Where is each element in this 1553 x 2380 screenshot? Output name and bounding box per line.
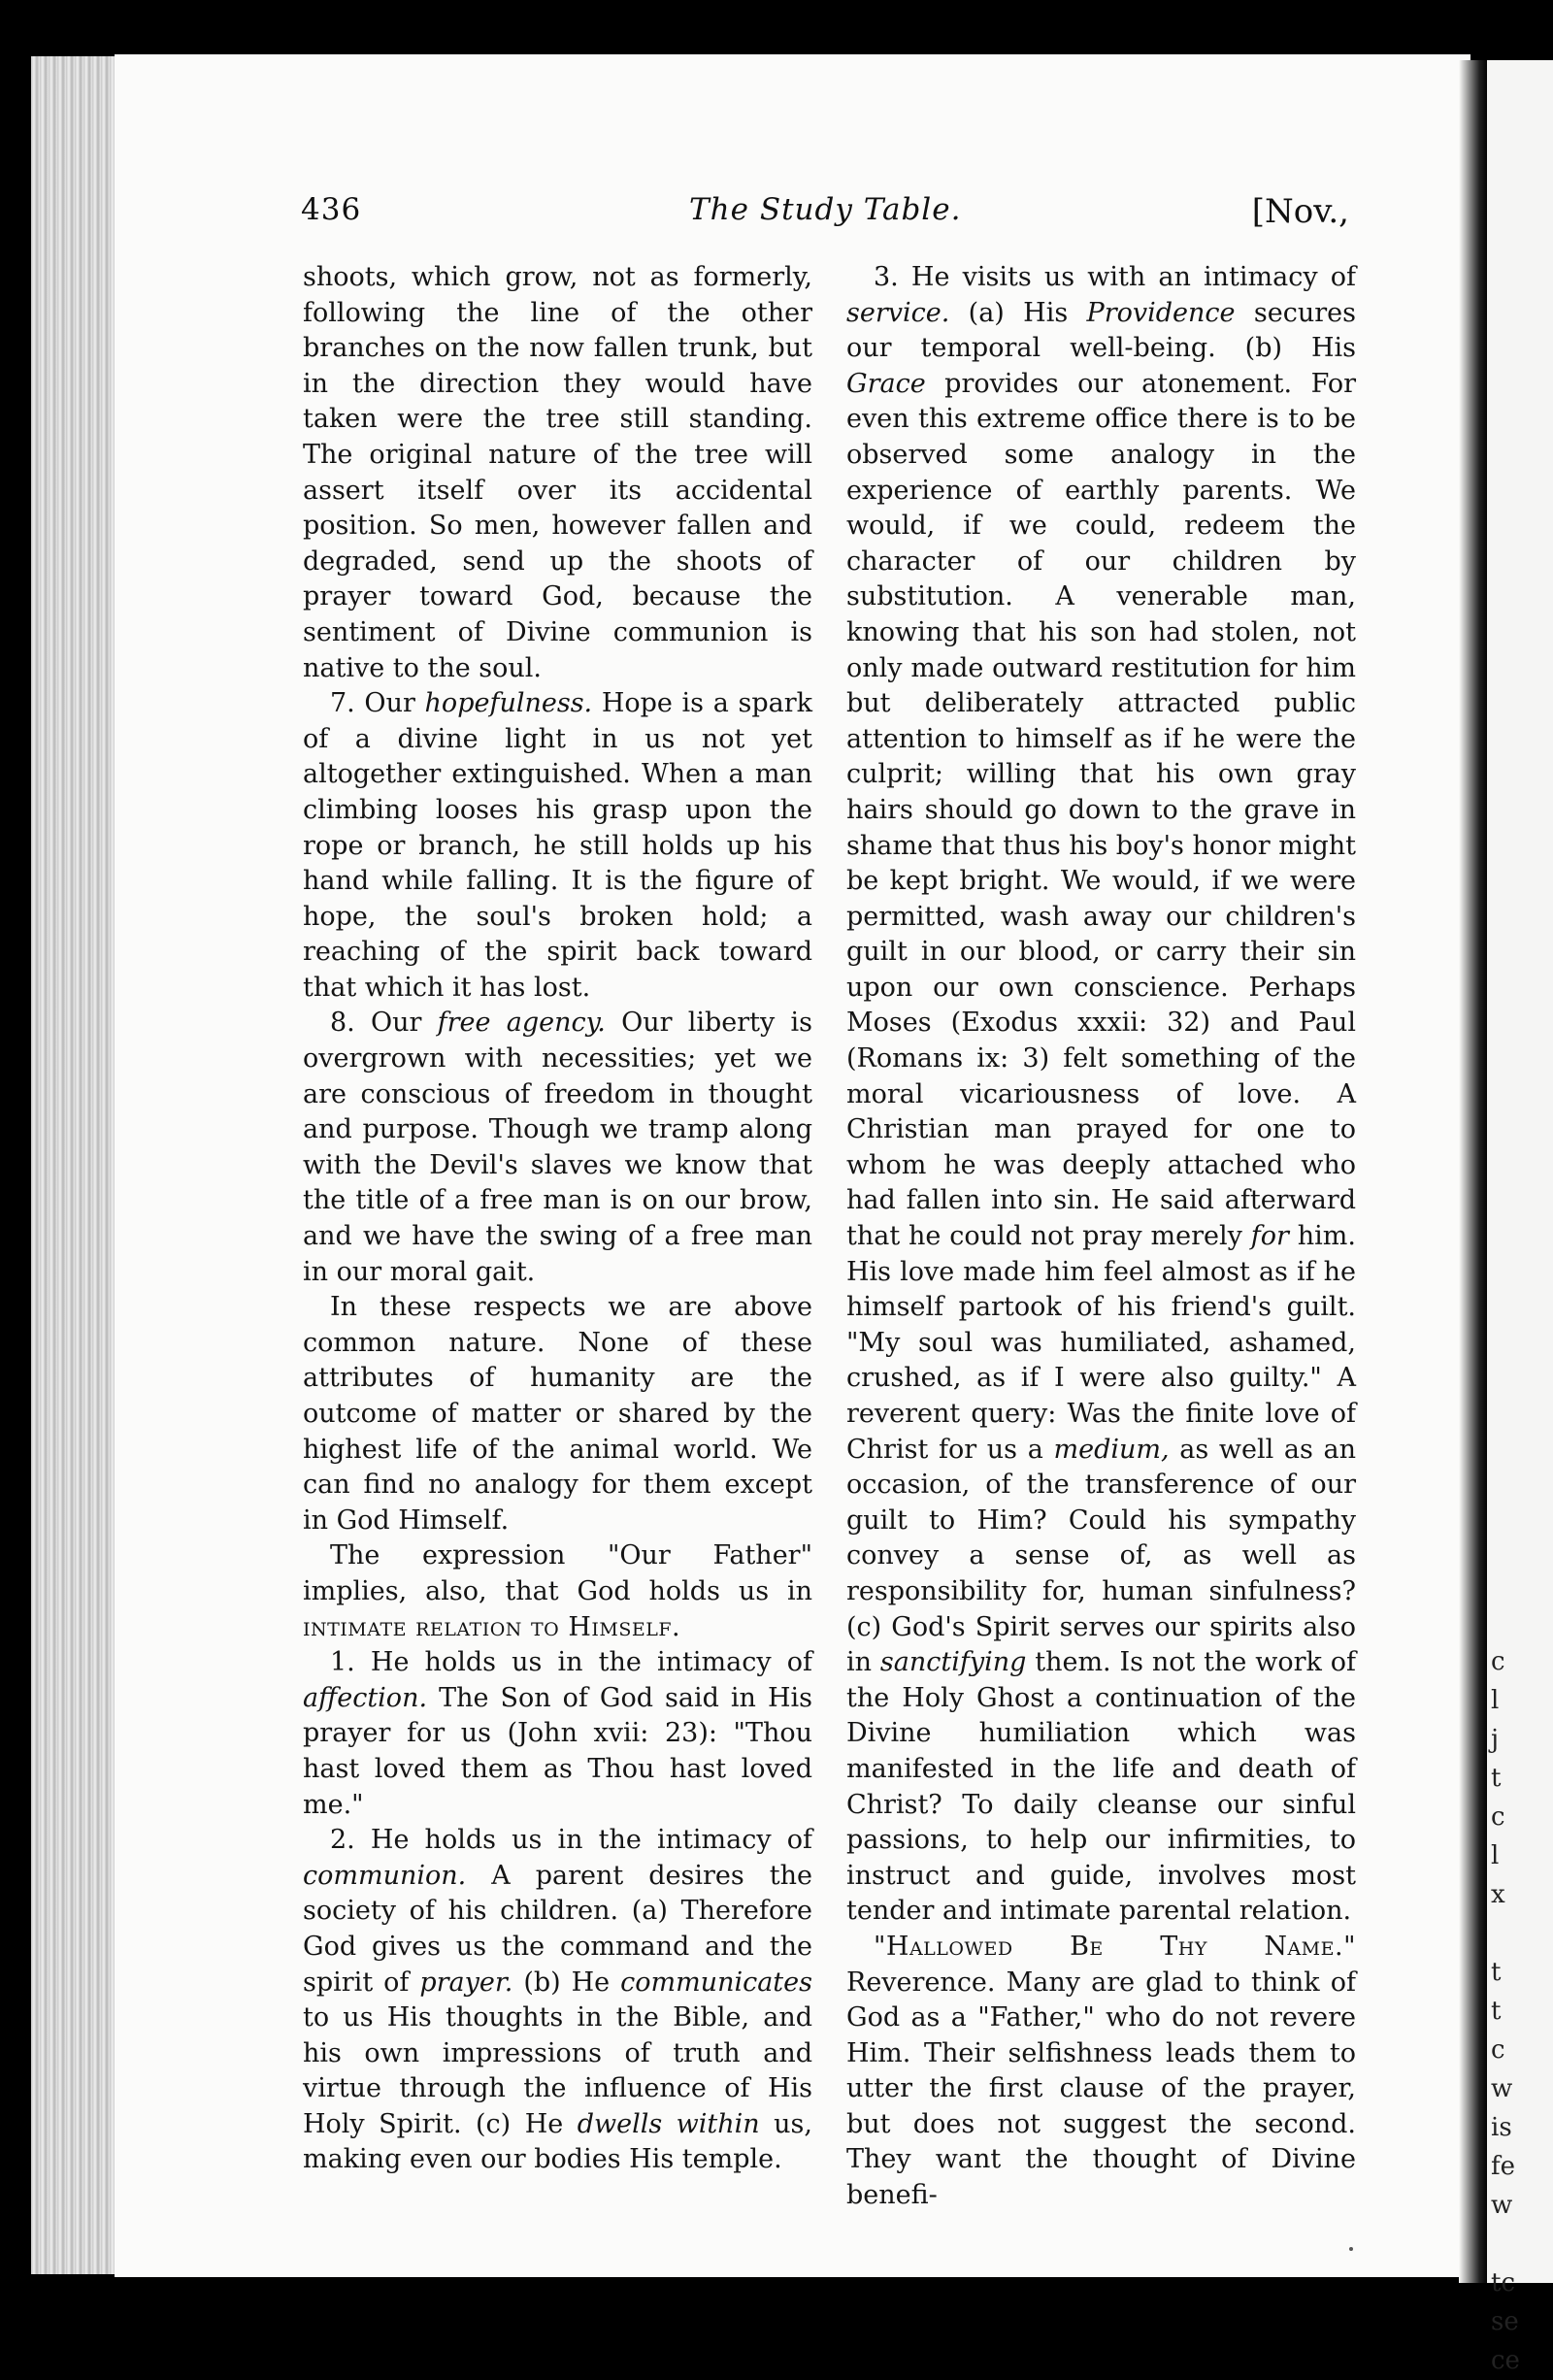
facing-page-fragment: j [1491,1725,1500,1754]
emphasis: affection. [303,1682,428,1713]
paragraph-text: us, making even our bodies His temple. [303,2108,812,2175]
facing-page-fragment: w [1491,2074,1513,2103]
page-number: 436 [301,192,362,227]
facing-page-fragment: fe [1491,2152,1516,2181]
paragraph-text: Hope is a spark of a divine light in us not yet altogether extinguished. When a man climbing looses his grasp upon the rope or branch, he still holds up his hand while falling. It is the figure of hope, the soul's broken hold; a reaching of the spirit back toward that which it has lost. [303,688,812,1003]
print-speck [1349,2247,1353,2251]
facing-page-fragment: c [1491,2035,1505,2065]
facing-page-fragment: ce [1491,2346,1520,2375]
item-number: 7. Our [330,688,415,719]
small-caps-heading: "Hallowed Be Thy Name." [874,1931,1356,1962]
facing-page-fragment: is [1491,2113,1512,2142]
emphasis: free agency. [437,1008,606,1039]
issue-date: [Nov., [1251,192,1349,231]
facing-page-fragment: l [1491,1686,1500,1715]
paragraph: shoots, which grow, not as formerly, following the line of the other branches on the now fallen trunk, but in the direction they would have taken were the tree still standing. The original nature of the tree will assert itself over its accidental position. So men, however fallen and degraded, send up the shoots of prayer toward God, because the sentiment of Divine communion is native to the soul. [303,262,812,683]
paragraph [303,1006,812,1290]
paragraph-text: them. Is not the work of the Holy Ghost a continuation of the Divine humiliation which was manifested in the life and death of Christ? To daily cleanse our sinful passions, to help our infirmities, to instruct and guide, involves most tender and intimate parental relation. [846,1647,1356,1927]
paragraph-text: as well as an occasion, of the transference of our guilt to Him? Could his sympathy convey a sense of, as well as responsibility for, human sinfulness? (c) God's Spirit serves our spirits also in [846,1434,1356,1678]
paragraph-text: provides our atonement. For even this extreme office there is to be observed some analogy in the experience of earthly parents. We would, if we could, redeem the character of our children by substitution. A venerable man, knowing that his son had stolen, not only made outward restitution for him but deliberately attracted public attention to himself as if he were the culprit; willing that his own gray hairs should go down to the grave in shame that thus his boy's honor might be kept bright. We would, if we were permitted, wash away our children's guilt in our blood, or carry their sin upon our own conscience. Perhaps Moses (Exodus xxxii: 32) and Paul (Romans ix: 3) felt something of the moral vicariousness of love. A Christian man prayed for one to whom he was deeply attached who had fallen into sin. He said afterward that he could not pray merely [846,368,1356,1252]
running-title: The Study Table. [689,192,962,227]
paragraph [846,1930,1356,2214]
item-number: 8. Our [330,1008,422,1039]
paragraph-text: to us His thoughts in the Bible, and his own impressions of truth and virtue through the influence of His Holy Spirit. (c) He [303,2002,812,2139]
paragraph-text: him. His love made him feel almost as if he himself partook of his friend's guilt. "My soul was humiliated, ashamed, crushed, as if I were also guilty." A reverent query: Was the finite love of Christ for us a [846,1221,1356,1465]
emphasis: communicates [620,1967,812,1998]
emphasis: communion. [303,1860,467,1891]
facing-page-fragment: c [1491,1802,1505,1832]
paragraph: In these respects we are above common nature. None of these attributes of humanity are the outcome of matter or shared by the highest life of the animal world. We can find no analogy for them except in God Himself. [303,1292,812,1536]
emphasis: Grace [846,368,926,399]
running-header [301,192,1349,235]
facing-page-fragment [1491,1914,1549,1953]
emphasis: prayer. [419,1967,513,1998]
paragraph-text: Reverence. Many are glad to think of God as a "Father," who do not revere Him. Their selfishness leads them to utter the first clause of the prayer, but does not suggest the second. They want the thought of Divine benefi- [846,1967,1356,2211]
paragraph [303,686,812,1006]
paragraph-text: The Son of God said in His prayer for us (John xvii: 23): "Thou hast loved them as Thou hast loved me." [303,1682,812,1820]
facing-page-fragment: t [1491,1997,1502,2026]
paragraph-text: Our liberty is overgrown with necessities; yet we are conscious of freedom in thought and purpose. Though we tramp along with the Devil's slaves we know that the title of a free man is on our brow, and we have the swing of a free man in our moral gait. [303,1008,813,1287]
facing-page-fragment: w [1491,2191,1513,2220]
paragraph-text: The expression "Our Father" implies, also, that God holds us in [303,1540,812,1606]
small-caps-heading: intimate relation to Himself. [303,1611,681,1642]
facing-page-fragment: t [1491,1764,1502,1793]
facing-page-fragments [1491,1642,1549,2380]
emphasis: dwells within [577,2108,760,2139]
paragraph-text: A parent desires the society of his children. (a) Therefore God gives us the command and the spirit of [303,1860,812,1998]
facing-page-fragment: tc [1491,2268,1516,2297]
facing-page-fragment [1491,2225,1549,2264]
paragraph-text: (a) His [968,297,1069,328]
paragraph-text: (b) He [523,1967,611,1998]
facing-page-fragment: l [1491,1841,1500,1870]
facing-page-fragment: c [1491,1647,1505,1676]
right-column [846,260,1356,2214]
emphasis: for [1250,1221,1289,1252]
paragraph [303,1645,812,1823]
paragraph-text: 3. He visits us with an intimacy of [874,262,1356,292]
emphasis: medium, [1053,1434,1170,1465]
paragraph [303,1538,812,1645]
paragraph [846,260,1356,1930]
paragraph [303,1823,812,2178]
facing-page-fragment: se [1491,2307,1519,2336]
facing-page [1487,60,1553,2375]
emphasis: sanctifying [879,1647,1027,1678]
paragraph-text: secures our temporal well-being. (b) His [846,297,1356,364]
paragraph-text: 2. He holds us in the intimacy of [330,1825,812,1856]
facing-page-fragment: t [1491,1958,1502,1987]
facing-page-fragment: x [1491,1880,1505,1909]
emphasis: Providence [1086,297,1236,328]
emphasis: hopefulness. [424,688,593,719]
paragraph-text: 1. He holds us in the intimacy of [330,1647,812,1678]
gutter-shadow [1459,60,1488,2283]
emphasis: service. [846,297,950,328]
left-column [303,260,812,2178]
